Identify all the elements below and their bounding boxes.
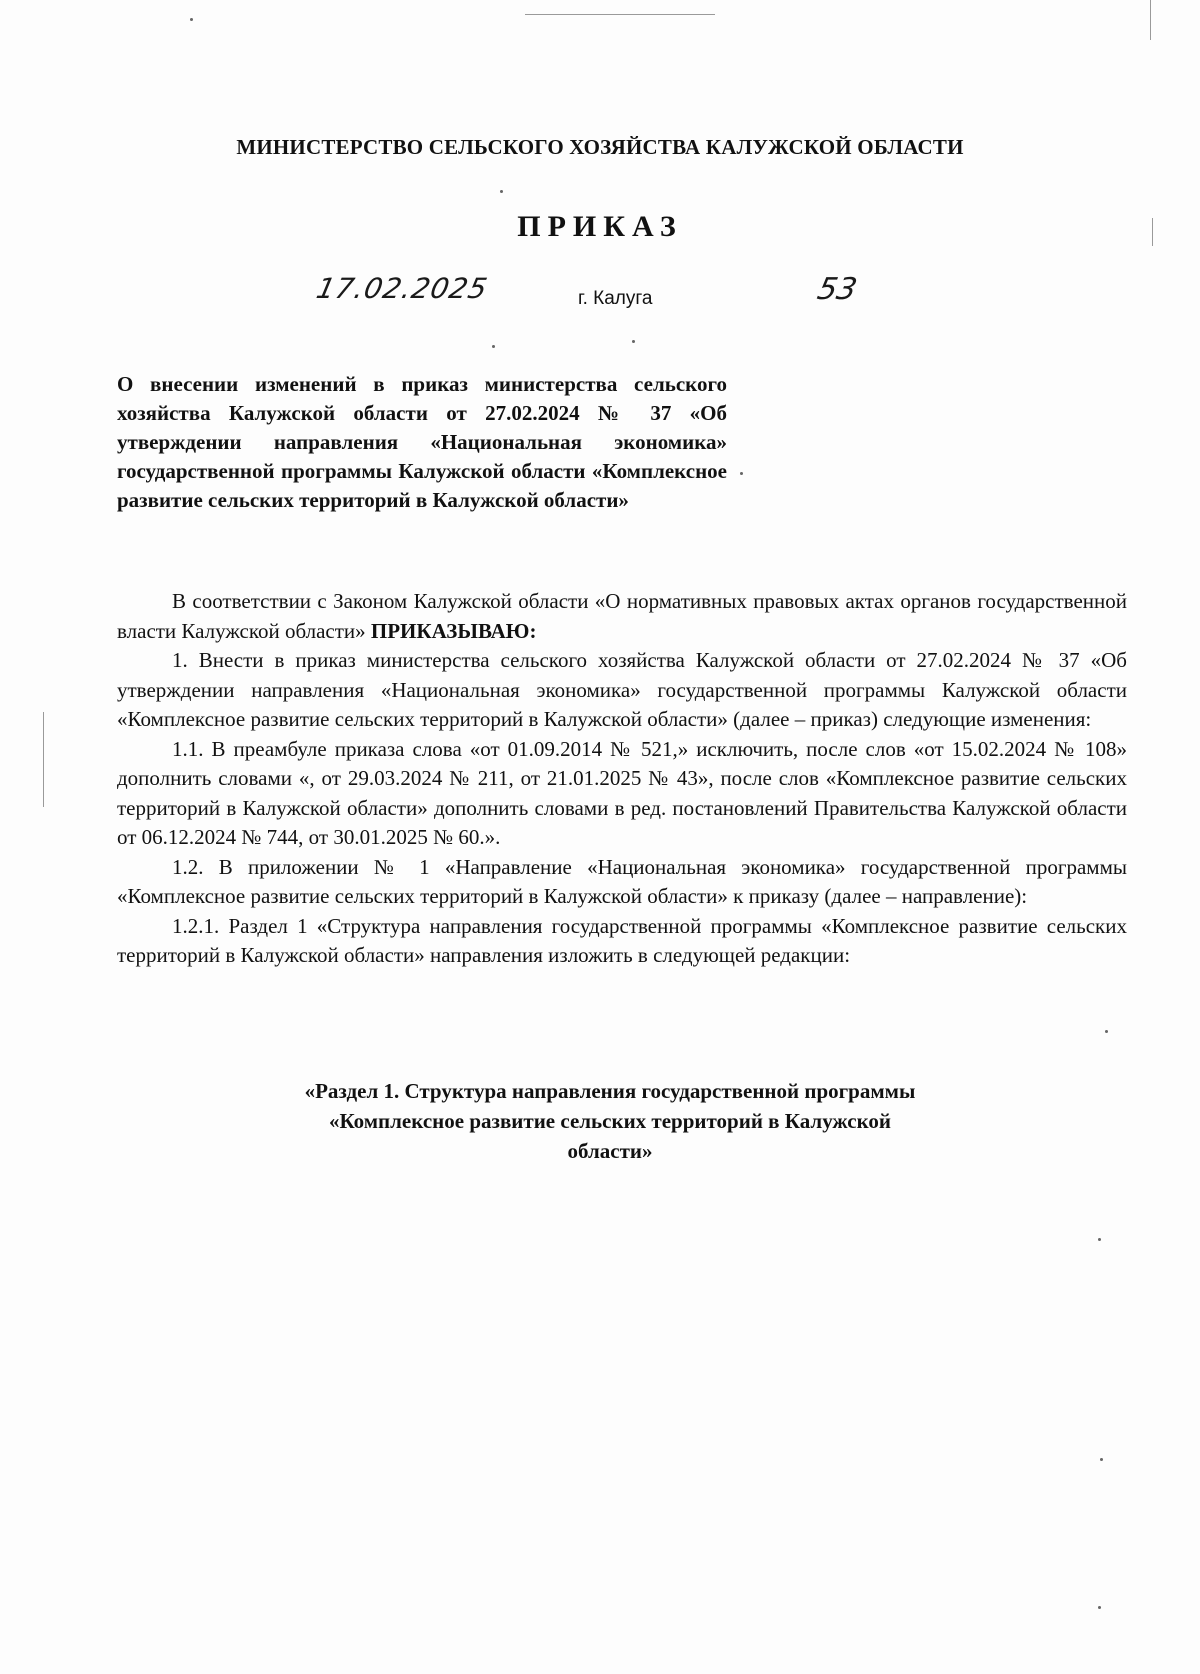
scan-artifact-right-vertical [1150, 0, 1151, 40]
document-type-title: ПРИКАЗ [517, 210, 683, 243]
paragraph-1-2: 1.2. В приложении № 1 «Направление «Национальная экономика» государственной программы «Комплексное развитие сельских территорий в Калужской области» к приказу (далее – направление): [117, 854, 1127, 908]
scan-dot [1100, 1458, 1103, 1461]
section-heading-line-1: «Раздел 1. Структура направления государственной программы [304, 1079, 916, 1103]
paragraph-1: 1. Внести в приказ министерства сельского хозяйства Калужской области от 27.02.2024 № 37 «Об утверждении направления «Национальная экономика» государственной программы Калужской области «Комплексное развитие сельских территорий в Калужской области» (далее – приказ) следующие изменения: [117, 648, 1127, 731]
scan-dot [740, 472, 743, 475]
scan-dot [1098, 1238, 1101, 1241]
scan-dot [492, 345, 495, 348]
ministry-name: МИНИСТЕРСТВО СЕЛЬСКОГО ХОЗЯЙСТВА КАЛУЖСКОЙ ОБЛАСТИ [236, 135, 964, 159]
section-heading-line-3: области» [567, 1139, 653, 1163]
scan-artifact-left-vertical [43, 712, 44, 807]
scan-dot [632, 340, 635, 343]
paragraph-1-1: 1.1. В преамбуле приказа слова «от 01.09.2014 № 521,» исключить, после слов «от 15.02.2024 № 108» дополнить словами «, от 29.03.2024 № 211, от 21.01.2025 № 43», после слов «Комплексное развитие сельских территорий в Калужской области» дополнить словами в ред. постановлений Правительства Калужской области от 06.12.2024 № 744, от 30.01.2025 № 60.». [117, 736, 1127, 849]
handwritten-number: 53 [814, 272, 860, 307]
city-label: г. Калуга [578, 288, 653, 309]
order-subject: О внесении изменений в приказ министерства сельского хозяйства Калужской области от 27.02.2024 № 37 «Об утверждении направления «Национальная экономика» государственной программы Калужской области «Комплексное развитие сельских территорий в Калужской области» [117, 372, 727, 512]
scan-artifact-top [525, 14, 715, 15]
preamble-text: В соответствии с Законом Калужской области «О нормативных правовых актах органов государственной власти Калужской области» [117, 589, 1127, 643]
preamble-paragraph [117, 587, 1127, 646]
scan-dot [500, 190, 503, 193]
paragraph-1-2-1: 1.2.1. Раздел 1 «Структура направления государственной программы «Комплексное развитие сельских территорий в Калужской области» направления изложить в следующей редакции: [117, 913, 1127, 967]
scan-dot [190, 18, 193, 21]
scan-dot [1105, 1030, 1108, 1033]
handwritten-date: 17.02.2025 [313, 272, 491, 305]
order-word: ПРИКАЗЫВАЮ: [370, 618, 537, 643]
section-heading [240, 1076, 980, 1166]
order-body [117, 587, 1127, 971]
scan-dot [1098, 1606, 1101, 1609]
section-heading-line-2: «Комплексное развитие сельских территорий в Калужской [328, 1109, 892, 1133]
